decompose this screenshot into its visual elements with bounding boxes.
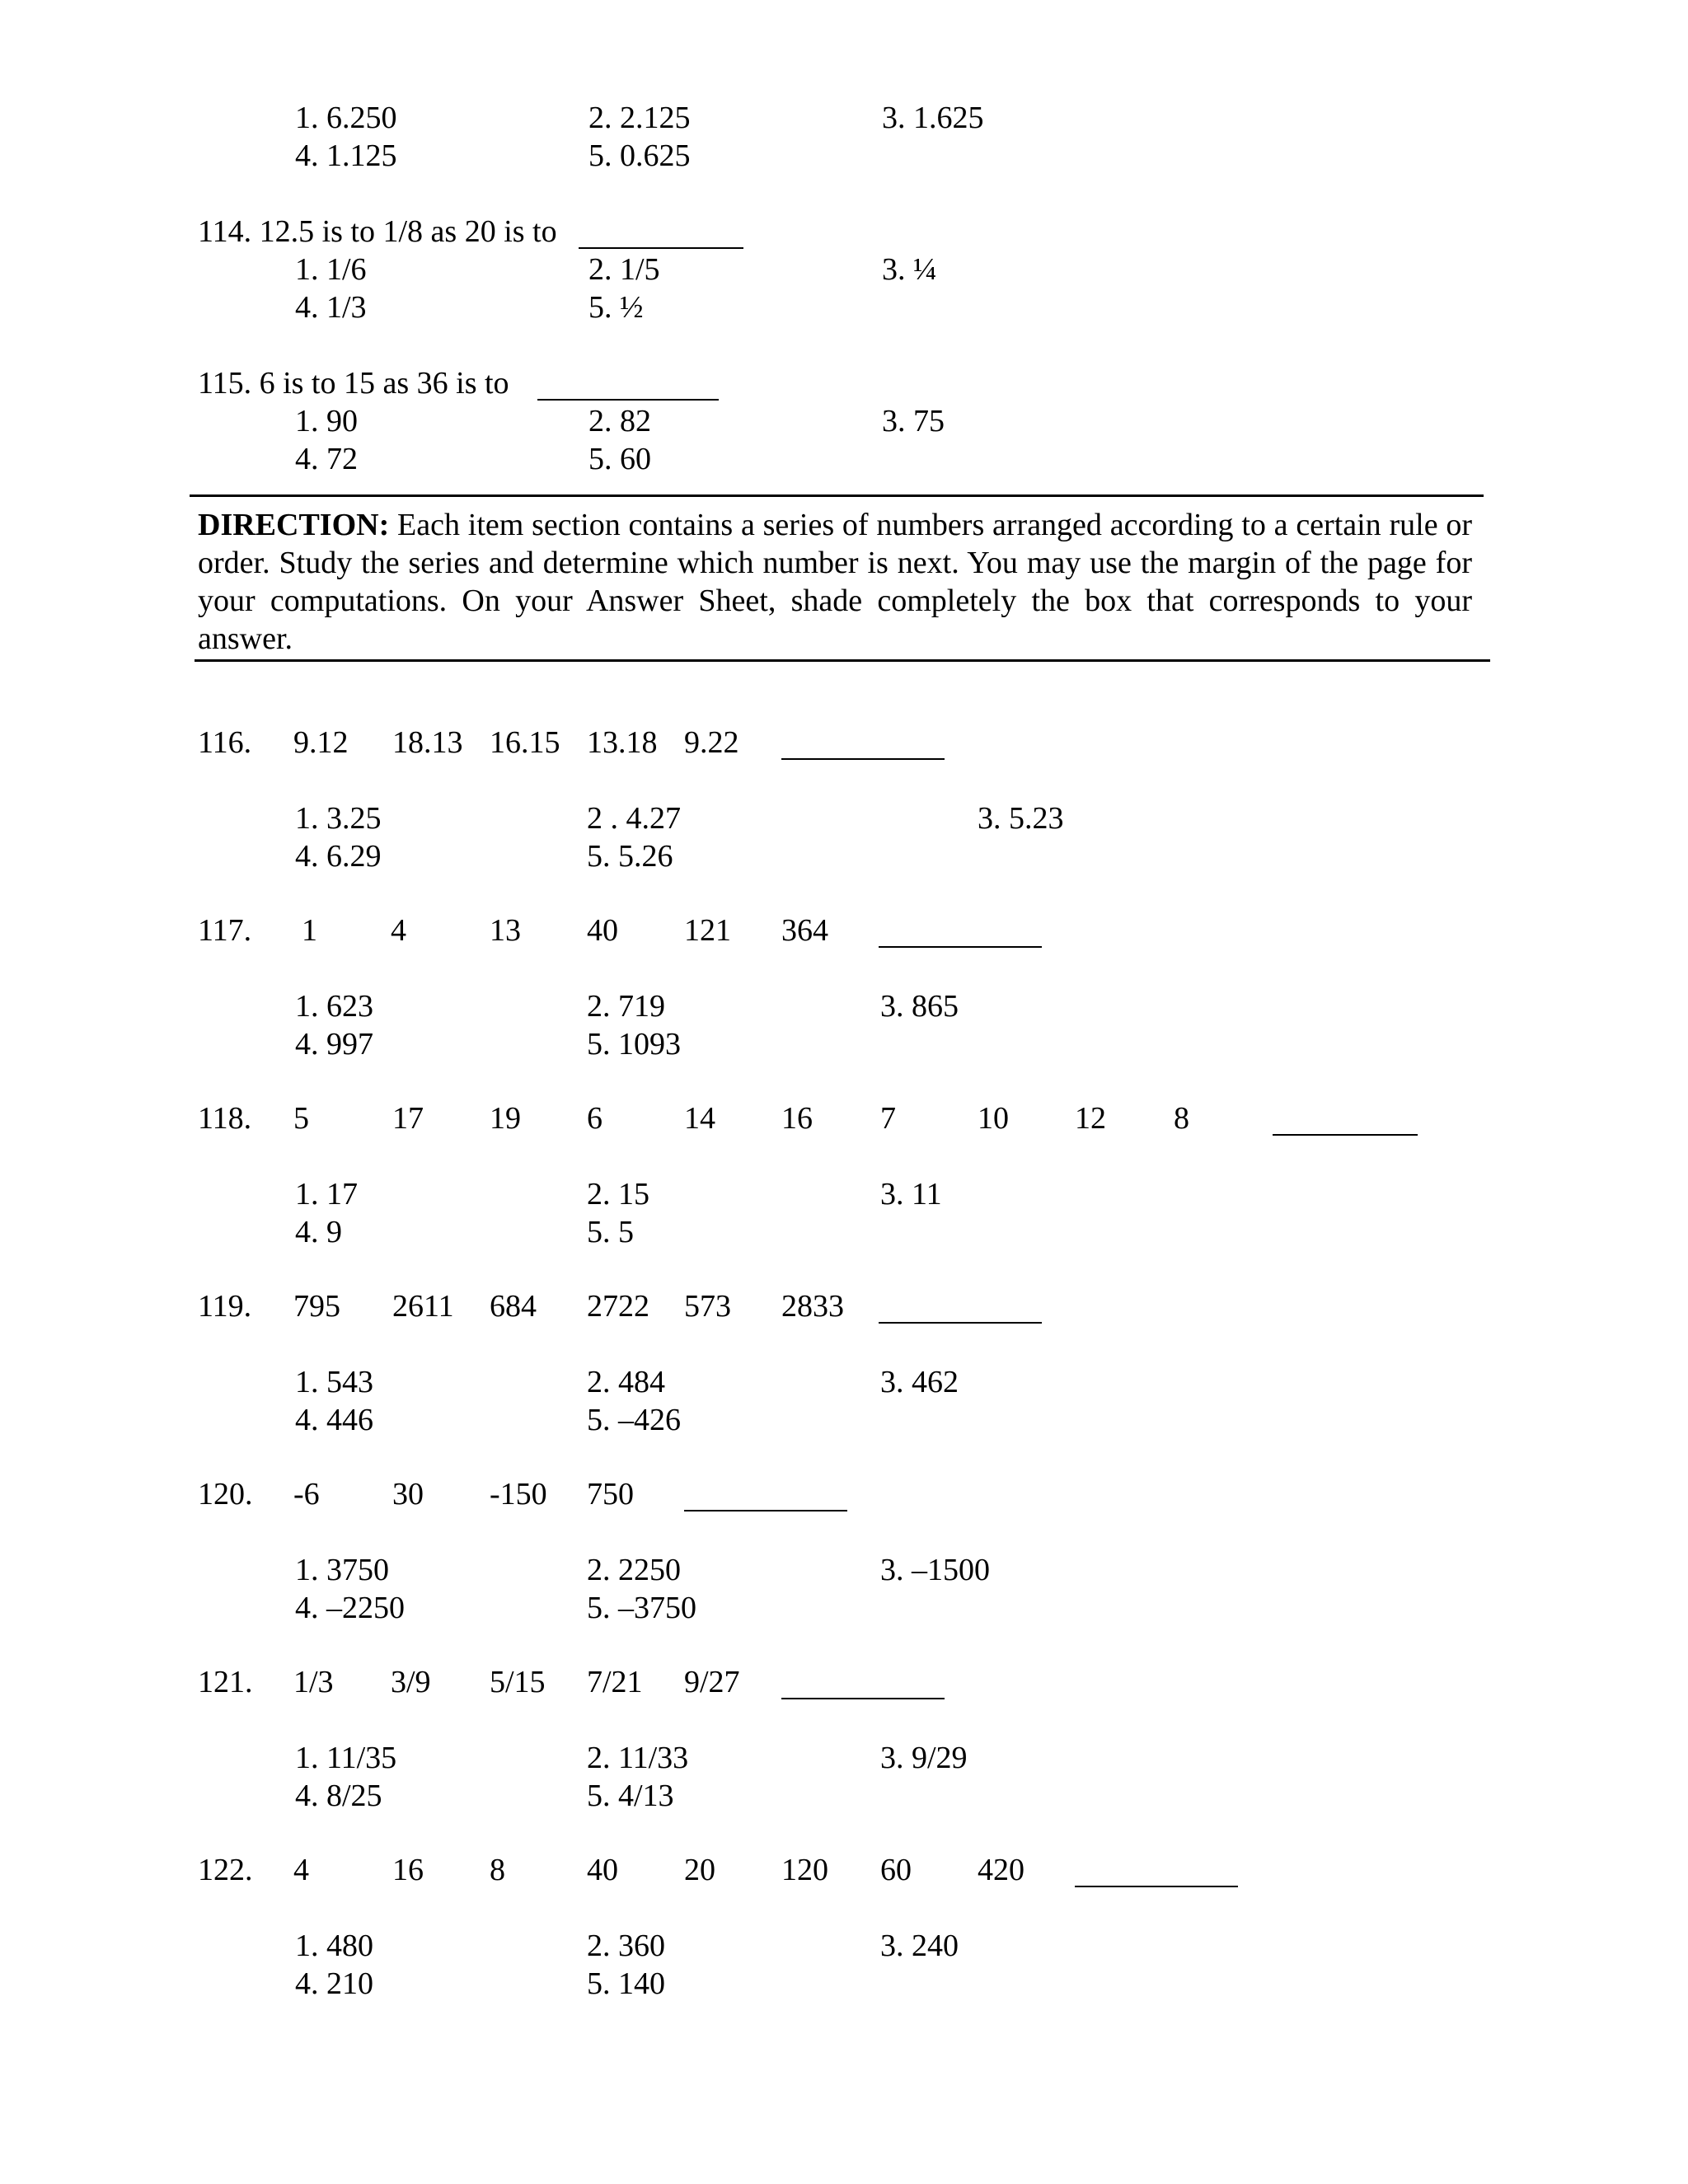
choice-5: 5. 0.625 (588, 138, 691, 173)
series-term: 795 (293, 1289, 340, 1324)
series-term: 18.13 (392, 725, 463, 760)
choice-2: 2. 15 (587, 1177, 649, 1212)
choice-3: 3. 865 (880, 989, 959, 1024)
series-term: 7 (880, 1101, 896, 1136)
series-term: 8 (1174, 1101, 1189, 1136)
q115-stem: 115. 6 is to 15 as 36 is to (198, 366, 509, 401)
choice-2: 2. 719 (587, 989, 665, 1024)
direction-top-rule (190, 494, 1484, 497)
direction-body: Each item section contains a series of numbers arranged according to a certain rule or order. Study the series and determine which number is next. You may use the margin of the page for your computations. On your Answer Sheet, shade completely the box that corresponds to your answer. (198, 508, 1472, 656)
choice-1: 1. 543 (295, 1365, 373, 1399)
series-term: 7/21 (587, 1665, 643, 1699)
series-term: 3/9 (391, 1665, 431, 1699)
q121-number: 121. (198, 1665, 253, 1699)
series-term: 60 (880, 1853, 912, 1887)
series-term: 1/3 (293, 1665, 334, 1699)
choice-3: 3. 75 (882, 404, 945, 438)
choice-1: 1. 480 (295, 1929, 373, 1963)
direction-bottom-rule (195, 659, 1490, 662)
answer-blank (879, 946, 1042, 948)
choice-5: 5. 4/13 (587, 1779, 674, 1813)
series-term: 9.12 (293, 725, 349, 760)
choice-4: 4. 9 (295, 1215, 342, 1249)
q116-number: 116. (198, 725, 252, 760)
series-term: 684 (490, 1289, 537, 1324)
choice-5: 5. 5.26 (587, 839, 673, 874)
series-term: 573 (684, 1289, 731, 1324)
choice-1: 1. 90 (295, 404, 358, 438)
choice-2: 2. 11/33 (587, 1741, 689, 1775)
choice-4: 4. 997 (295, 1027, 373, 1062)
choice-1: 1. 3.25 (295, 801, 382, 836)
choice-3: 3. ¼ (882, 252, 937, 287)
answer-blank (537, 399, 719, 401)
series-term: 8 (490, 1853, 505, 1887)
series-term: 13.18 (587, 725, 658, 760)
choice-4: 4. 8/25 (295, 1779, 382, 1813)
answer-blank (781, 1698, 945, 1699)
choice-1: 1. 11/35 (295, 1741, 397, 1775)
series-term: 2722 (587, 1289, 649, 1324)
choice-1: 1. 3750 (295, 1553, 389, 1587)
series-term: 120 (781, 1853, 828, 1887)
series-term: 17 (392, 1101, 424, 1136)
choice-2: 2 . 4.27 (587, 801, 681, 836)
q118-number: 118. (198, 1101, 252, 1136)
series-term: 121 (684, 913, 731, 948)
choice-2: 2. 360 (587, 1929, 665, 1963)
series-term: 1 (302, 913, 317, 948)
choice-2: 2. 2250 (587, 1553, 681, 1587)
q122-number: 122. (198, 1853, 253, 1887)
series-term: 2611 (392, 1289, 454, 1324)
choice-3: 3. 9/29 (880, 1741, 968, 1775)
choice-1: 1. 623 (295, 989, 373, 1024)
choice-2: 2. 1/5 (588, 252, 660, 287)
choice-3: 3. 11 (880, 1177, 942, 1212)
choice-5: 5. –3750 (587, 1591, 696, 1625)
choice-1: 1. 17 (295, 1177, 358, 1212)
series-term: 20 (684, 1853, 715, 1887)
series-term: 40 (587, 913, 618, 948)
series-term: 750 (587, 1477, 634, 1511)
series-term: 364 (781, 913, 828, 948)
choice-5: 5. 1093 (587, 1027, 681, 1062)
choice-3: 3. 5.23 (978, 801, 1064, 836)
choice-5: 5. 140 (587, 1966, 665, 2001)
series-term: 5/15 (490, 1665, 546, 1699)
choice-4: 4. 1.125 (295, 138, 397, 173)
direction-text (198, 506, 1472, 658)
choice-4: 4. 72 (295, 442, 358, 476)
q114-stem: 114. 12.5 is to 1/8 as 20 is to (198, 214, 557, 249)
series-term: 6 (587, 1101, 603, 1136)
choice-2: 2. 484 (587, 1365, 665, 1399)
choice-4: 4. 6.29 (295, 839, 382, 874)
q119-number: 119. (198, 1289, 252, 1324)
series-term: 9/27 (684, 1665, 740, 1699)
series-term: 2833 (781, 1289, 844, 1324)
choice-4: 4. 210 (295, 1966, 373, 2001)
choice-5: 5. 60 (588, 442, 651, 476)
series-term: 10 (978, 1101, 1009, 1136)
series-term: 19 (490, 1101, 521, 1136)
choice-5: 5. ½ (588, 290, 644, 325)
series-term: 13 (490, 913, 521, 948)
answer-blank (684, 1510, 847, 1511)
choice-1: 1. 1/6 (295, 252, 367, 287)
series-term: 16 (781, 1101, 813, 1136)
series-term: 420 (978, 1853, 1025, 1887)
choice-1: 1. 6.250 (295, 101, 397, 135)
series-term: 9.22 (684, 725, 739, 760)
series-term: -6 (293, 1477, 320, 1511)
choice-5: 5. 5 (587, 1215, 634, 1249)
q120-number: 120. (198, 1477, 253, 1511)
choice-2: 2. 82 (588, 404, 651, 438)
direction-label: DIRECTION: (198, 508, 390, 542)
series-term: 30 (392, 1477, 424, 1511)
choice-3: 3. 462 (880, 1365, 959, 1399)
answer-blank (1075, 1886, 1238, 1887)
choice-4: 4. –2250 (295, 1591, 405, 1625)
series-term: 16 (392, 1853, 424, 1887)
series-term: 4 (391, 913, 406, 948)
choice-5: 5. –426 (587, 1403, 681, 1437)
choice-3: 3. 1.625 (882, 101, 984, 135)
answer-blank (879, 1322, 1042, 1324)
series-term: 12 (1075, 1101, 1106, 1136)
series-term: 16.15 (490, 725, 560, 760)
q117-number: 117. (198, 913, 252, 948)
series-term: 4 (293, 1853, 309, 1887)
series-term: -150 (490, 1477, 547, 1511)
series-term: 40 (587, 1853, 618, 1887)
choice-3: 3. 240 (880, 1929, 959, 1963)
answer-blank (579, 247, 743, 249)
choice-2: 2. 2.125 (588, 101, 691, 135)
choice-4: 4. 1/3 (295, 290, 367, 325)
series-term: 14 (684, 1101, 715, 1136)
choice-4: 4. 446 (295, 1403, 373, 1437)
answer-blank (781, 758, 945, 760)
choice-3: 3. –1500 (880, 1553, 990, 1587)
answer-blank (1273, 1134, 1418, 1136)
series-term: 5 (293, 1101, 309, 1136)
